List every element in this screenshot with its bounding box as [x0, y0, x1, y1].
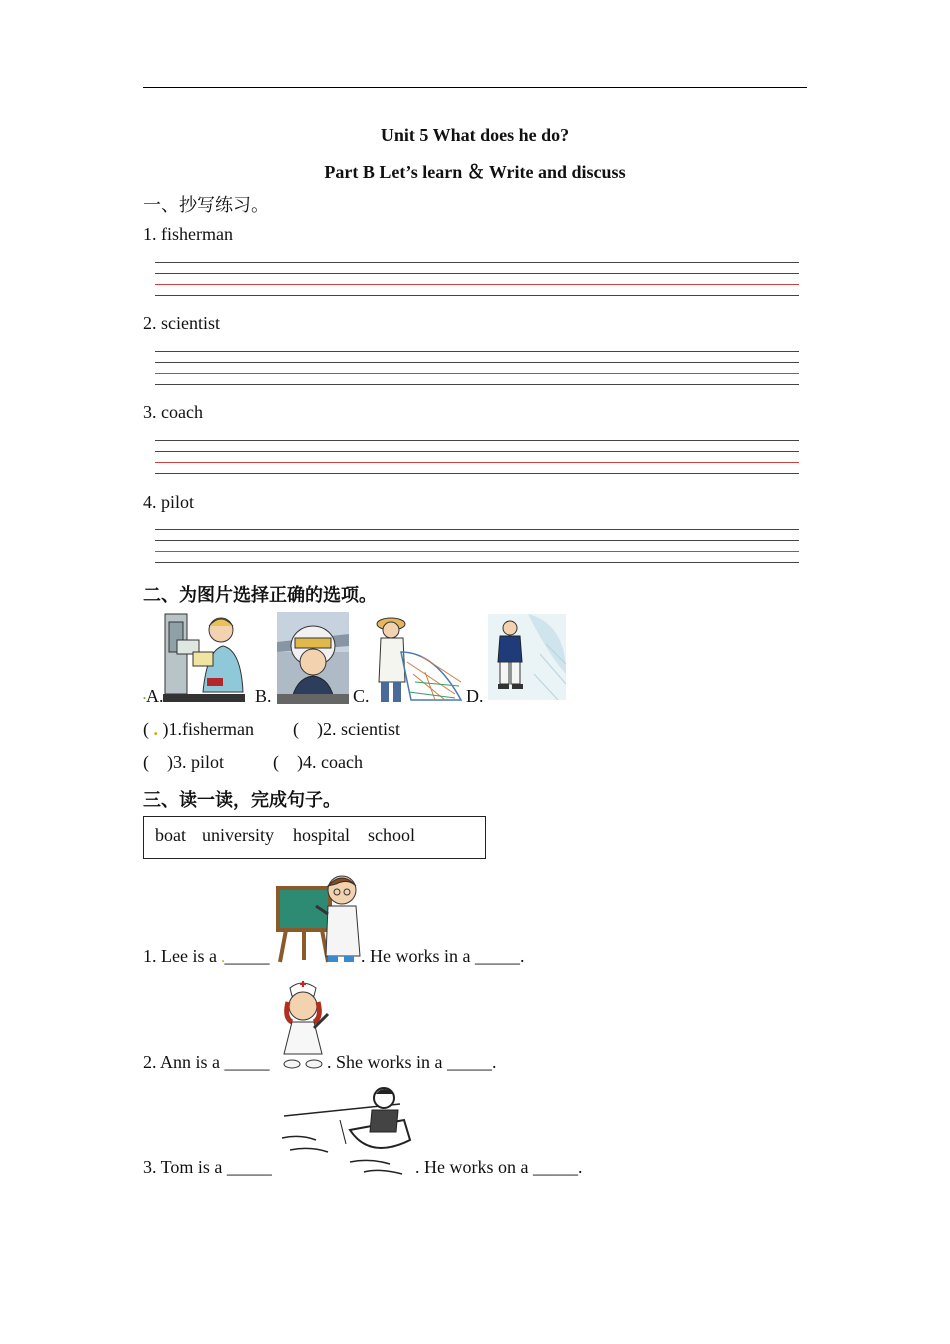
choice-question: ( )4. coach — [273, 752, 363, 772]
fisherman-picture-icon — [375, 612, 465, 704]
answer-blank[interactable]: _____ — [224, 946, 270, 966]
teacher-picture-icon — [276, 870, 362, 964]
sentence-row: 2. Ann is a _____ — [143, 1052, 270, 1072]
option-b[interactable] — [255, 612, 350, 704]
choice-question: ( . )1.fisherman — [143, 719, 254, 739]
page-title: Unit 5 What does he do? — [380, 125, 570, 145]
option-b-label: B. — [255, 686, 272, 706]
copy-item-label: 4. pilot — [143, 492, 195, 512]
sentence-rest: . He works in a _____. — [361, 946, 525, 966]
copy-item-label: 3. coach — [143, 402, 203, 422]
copy-item-label: 1. fisherman — [143, 224, 233, 244]
choice-question: ( )2. scientist — [293, 719, 400, 739]
word-bank-item: hospital — [293, 825, 350, 845]
writing-lines[interactable] — [155, 351, 799, 387]
word-bank-item: boat — [155, 825, 186, 845]
word-bank-item: school — [368, 825, 415, 845]
option-a[interactable]: . A. — [143, 612, 248, 704]
option-c-label: C. — [353, 686, 370, 706]
fisherman-boat-picture-icon — [280, 1080, 416, 1176]
word-bank — [143, 816, 486, 859]
sentence-row: 3. Tom is a _____ — [143, 1157, 272, 1177]
writing-lines[interactable] — [155, 262, 799, 298]
choice-question: ( )3. pilot — [143, 752, 224, 772]
answer-blank[interactable]: _____ — [226, 1157, 272, 1177]
page-subtitle: Part B Let’s learn ＆ Write and discuss — [324, 162, 626, 182]
word-bank-item: university — [202, 825, 274, 845]
sentence-rest: . He works on a _____. — [415, 1157, 583, 1177]
sentence-rest: . She works in a _____. — [327, 1052, 497, 1072]
section3-heading: 三、读一读，完成句子。 — [143, 790, 341, 810]
answer-blank[interactable]: _____ — [224, 1052, 270, 1072]
section2-heading: 二、为图片选择正确的选项。 — [143, 585, 377, 605]
writing-lines[interactable] — [155, 440, 799, 476]
section1-heading: 一、抄写练习。 — [143, 195, 269, 215]
sentence-row: 1. Lee is a ._____ — [143, 946, 270, 966]
option-d[interactable] — [466, 612, 568, 704]
writing-lines[interactable] — [155, 529, 799, 565]
option-a-label: A. — [146, 686, 164, 706]
coach-picture-icon — [488, 614, 566, 700]
nurse-picture-icon — [276, 978, 330, 1070]
option-c[interactable] — [353, 612, 465, 704]
option-d-label: D. — [466, 686, 484, 706]
copy-item-label: 2. scientist — [143, 313, 220, 333]
header-rule — [143, 87, 807, 88]
pilot-picture-icon — [277, 612, 349, 704]
scientist-picture-icon — [163, 612, 247, 704]
